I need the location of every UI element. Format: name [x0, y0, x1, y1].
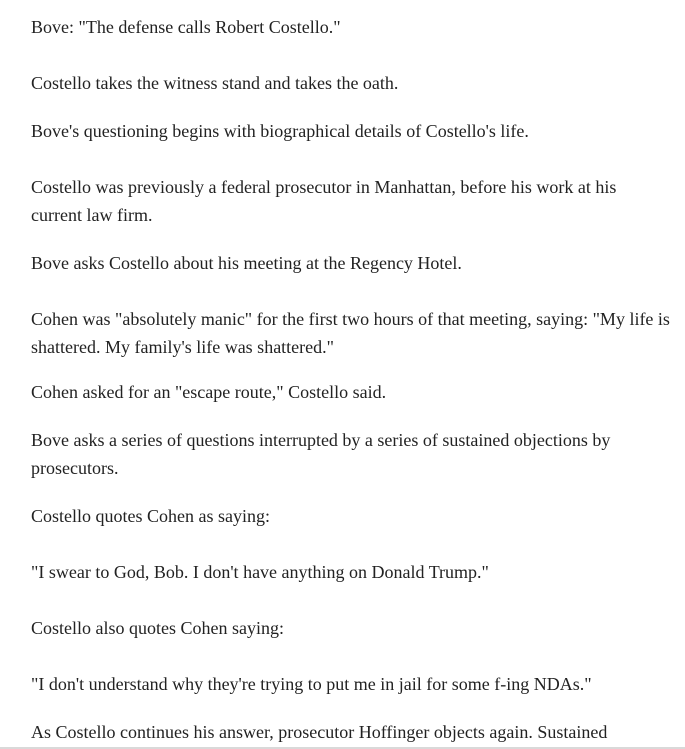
paragraph: Cohen was "absolutely manic" for the first two hours of that meeting, saying: "My life is shattered. My family's life was shattered.": [31, 309, 670, 357]
quote: "I don't understand why they're trying to put me in jail for some f-ing NDAs.": [31, 674, 592, 694]
paragraph: Bove's questioning begins with biographical details of Costello's life.: [31, 121, 529, 141]
paragraph: Costello also quotes Cohen saying:: [31, 618, 284, 638]
paragraph: Costello was previously a federal prosecutor in Manhattan, before his work at his current law firm.: [31, 177, 617, 225]
paragraph: As Costello continues his answer, prosecutor Hoffinger objects again. Sustained: [31, 722, 608, 742]
paragraph: Cohen asked for an "escape route," Costello said.: [31, 382, 387, 402]
paragraph: Costello takes the witness stand and takes the oath.: [31, 73, 399, 93]
paragraph: Costello quotes Cohen as saying:: [31, 506, 270, 526]
paragraph: Bove asks a series of questions interrupted by a series of sustained objections by prosecutors.: [31, 430, 611, 478]
quote: "I swear to God, Bob. I don't have anything on Donald Trump.": [31, 562, 489, 582]
paragraph: Bove: "The defense calls Robert Costello.": [31, 17, 341, 37]
paragraph: Bove asks Costello about his meeting at the Regency Hotel.: [31, 253, 462, 273]
